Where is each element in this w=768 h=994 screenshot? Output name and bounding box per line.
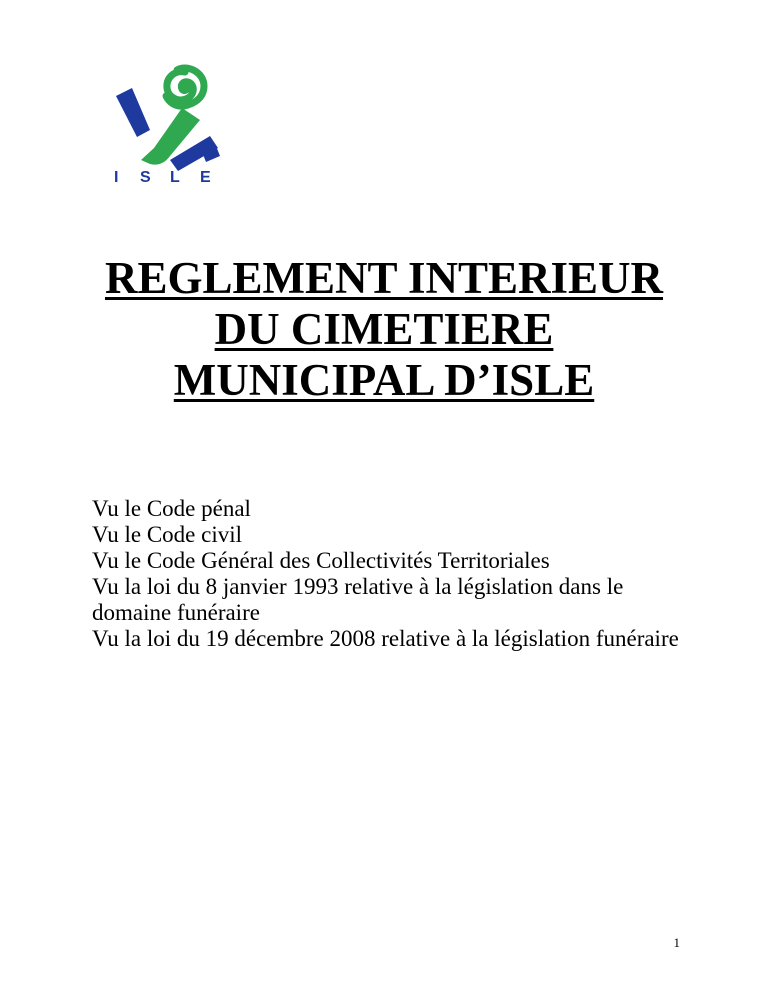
legal-reference-item: Vu le Code pénal (92, 496, 251, 521)
document-title (0, 253, 768, 406)
svg-text:E: E (200, 169, 211, 186)
isle-logo (92, 64, 240, 198)
legal-references-list (92, 496, 682, 652)
svg-text:I: I (114, 169, 119, 186)
legal-reference-item: Vu la loi du 19 décembre 2008 relative à la législation funéraire (92, 626, 679, 651)
svg-text:L: L (170, 169, 180, 186)
page-number: 1 (673, 935, 680, 950)
svg-text:S: S (140, 169, 151, 186)
legal-reference-item: Vu le Code Général des Collectivités Territoriales (92, 548, 550, 573)
title-line-3: MUNICIPAL D’ISLE (173, 355, 595, 405)
title-line-2: DU CIMETIERE (214, 304, 554, 354)
title-line-1: REGLEMENT INTERIEUR (104, 253, 664, 303)
legal-reference-item: Vu la loi du 8 janvier 1993 relative à la législation dans le domaine funéraire (92, 574, 624, 625)
legal-reference-item: Vu le Code civil (92, 522, 243, 547)
